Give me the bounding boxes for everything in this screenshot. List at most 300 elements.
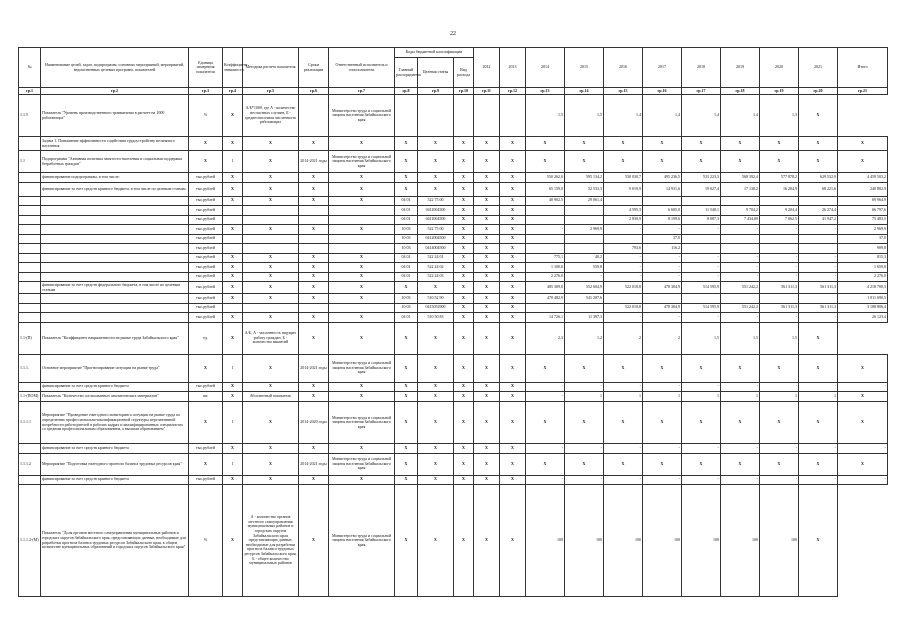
table-cell: X (329, 392, 395, 402)
table-cell: X (243, 272, 299, 282)
row-number-cell (19, 225, 41, 235)
table-cell: X (838, 392, 888, 402)
table-cell: 10 03 (395, 244, 418, 254)
table-cell: 1 (604, 392, 643, 402)
col-coef: Коэффициент значимости (223, 48, 243, 88)
table-cell: - (526, 475, 565, 485)
table-cell: 2 969,9 (565, 225, 604, 235)
table-cell: X (223, 475, 243, 485)
table-cell: 815,3 (838, 253, 888, 263)
col-year: 2013 (500, 48, 526, 88)
table-cell: X (474, 263, 500, 273)
table-cell: X (760, 453, 799, 475)
table-cell: X (474, 402, 500, 444)
table-cell: - (682, 475, 721, 485)
table-cell: 2014-2021 годы (299, 354, 329, 382)
table-cell: тыс.рублей (189, 282, 223, 294)
table-cell: X (454, 444, 474, 454)
table-cell (243, 303, 299, 313)
row-number-cell: 1.1.1.2 (19, 453, 41, 475)
table-cell: тыс.рублей (189, 206, 223, 216)
table-cell: - (760, 444, 799, 454)
table-cell: Министерство труда и социальной защиты населения Забайкальского края (329, 453, 395, 475)
table-cell: X (474, 322, 500, 354)
table-cell: X (418, 485, 454, 597)
table-cell: - (838, 382, 888, 392)
table-cell: X (329, 313, 395, 323)
column-index-cell: гр.16 (643, 88, 682, 95)
table-cell: X (682, 137, 721, 151)
table-cell: 40 902,5 (526, 196, 565, 206)
table-cell: 11 397,3 (565, 313, 604, 323)
table-cell: X (604, 354, 643, 382)
col-year: 2021 (799, 48, 838, 88)
table-cell: X (500, 485, 526, 597)
table-cell: X (526, 402, 565, 444)
table-cell: X (299, 182, 329, 196)
table-cell: 2 969,9 (838, 225, 888, 235)
table-cell: X (474, 196, 500, 206)
table-cell: % (189, 485, 223, 597)
col-period: Сроки реализации (299, 48, 329, 88)
table-cell: - (799, 382, 838, 392)
table-cell (418, 95, 454, 137)
col-year: 2012 (474, 48, 500, 88)
row-name-cell: финансирование за счет средств краевого бюджета, в том числе по целевым статьям (41, 182, 189, 196)
table-cell: 68 221,6 (799, 182, 838, 196)
table-cell: тыс.рублей (189, 173, 223, 183)
table-cell (799, 294, 838, 304)
table-cell (243, 234, 299, 244)
column-index-cell: гр.7 (329, 88, 395, 95)
table-cell: X (243, 354, 299, 382)
table-cell: 9 204,4 (760, 206, 799, 216)
table-cell: - (721, 263, 760, 273)
table-cell: тыс.рублей (189, 182, 223, 196)
table-cell: X (474, 234, 500, 244)
table-cell: X (299, 392, 329, 402)
table-cell: X (395, 444, 418, 454)
table-cell (526, 303, 565, 313)
table-cell: 1 (799, 392, 838, 402)
table-cell: - (760, 253, 799, 263)
table-cell: X (454, 151, 474, 173)
table-cell: X (500, 173, 526, 183)
table-cell: 568 392,4 (721, 173, 760, 183)
row-name-cell (41, 206, 189, 216)
table-cell: X (243, 253, 299, 263)
table-row (19, 475, 888, 485)
table-cell: 1 (565, 392, 604, 402)
table-cell: 9 019,9 (604, 182, 643, 196)
table-cell: X (243, 173, 299, 183)
table-row (19, 322, 888, 354)
table-cell: тыс.рублей (189, 444, 223, 454)
table-cell: 629 532,9 (799, 173, 838, 183)
table-cell: X (474, 282, 500, 294)
row-number-cell: 1.1-(П) (19, 322, 41, 354)
table-cell (760, 294, 799, 304)
table-cell: X (838, 354, 888, 382)
table-cell: - (760, 272, 799, 282)
table-cell: - (682, 382, 721, 392)
table-row (19, 294, 888, 304)
table-cell: - (799, 444, 838, 454)
table-cell: 19 627,4 (682, 182, 721, 196)
table-cell: X (418, 475, 454, 485)
table-cell: 1,5 (721, 322, 760, 354)
row-name-cell: Основное мероприятие "Прогнозирование ситуации на рынке труда" (41, 354, 189, 382)
table-cell: 1 (760, 392, 799, 402)
table-cell: X (243, 402, 299, 444)
table-cell: - (643, 475, 682, 485)
table-cell: 0411004500 (418, 206, 454, 216)
col-year: 2015 (565, 48, 604, 88)
table-cell: X (500, 402, 526, 444)
table-cell: X (418, 444, 454, 454)
table-row (19, 253, 888, 263)
table-cell: X (454, 282, 474, 294)
col-vr: Вид расхода (454, 58, 474, 88)
table-cell: - (526, 382, 565, 392)
table-cell: тыс.рублей (189, 225, 223, 235)
column-index-cell: гр.5 (243, 88, 299, 95)
table-cell: X (474, 303, 500, 313)
row-number-cell: 1.1.1.1 (19, 402, 41, 444)
table-cell: 69 964,9 (838, 196, 888, 206)
table-cell: X (565, 137, 604, 151)
row-name-cell (41, 225, 189, 235)
table-cell: 4 595,3 (604, 206, 643, 216)
table-cell: 561 311,3 (799, 303, 838, 313)
table-cell: X (474, 382, 500, 392)
table-cell: - (565, 475, 604, 485)
table-cell: X (526, 137, 565, 151)
table-cell: X (243, 225, 299, 235)
table-cell: - (643, 225, 682, 235)
table-cell: 11 540,1 (682, 206, 721, 216)
table-row (19, 263, 888, 273)
table-cell: X (760, 137, 799, 151)
table-cell: - (565, 444, 604, 454)
row-number-cell (19, 234, 41, 244)
table-cell: X (329, 475, 395, 485)
row-name-cell: Мероприятие "Проведение ежегодного мониторинга ситуации на рынке труда по определению профессионально-квалификационной структуры перспективной потребности работодателей в рабочих кадрах и квалифицированных специалистах со средним профессиональным образованием, а высшим образованием" (41, 402, 189, 444)
table-cell: X (474, 244, 500, 254)
table-cell: X (474, 272, 500, 282)
table-cell: X (395, 475, 418, 485)
table-cell: - (799, 475, 838, 485)
table-cell: тыс.рублей (189, 244, 223, 254)
table-cell: 0414004500 (418, 244, 454, 254)
table-cell: 29 061,4 (565, 196, 604, 206)
row-number-cell (19, 182, 41, 196)
row-name-cell: Показатель "Уровень производственного травматизма в расчете на 1000 работающих" (41, 95, 189, 137)
table-cell (223, 215, 243, 225)
table-cell: X (721, 453, 760, 475)
table-cell: 100 (604, 485, 643, 597)
table-cell (299, 95, 329, 137)
table-cell: X (329, 225, 395, 235)
table-cell (565, 234, 604, 244)
table-cell: тыс.рублей (189, 475, 223, 485)
col-unit: Единица измерения показателя (189, 48, 223, 88)
table-cell: 2014-2020 годы (299, 402, 329, 444)
table-cell (604, 294, 643, 304)
table-cell: X (454, 475, 474, 485)
row-name-cell: Задача 1. Повышение эффективности содействия трудоустройству незанятого населения (41, 137, 189, 151)
table-cell: 240 882,9 (838, 182, 888, 196)
table-cell: - (604, 272, 643, 282)
table-cell (329, 206, 395, 216)
table-cell (721, 294, 760, 304)
table-cell: X (474, 475, 500, 485)
table-cell (565, 303, 604, 313)
table-cell (682, 234, 721, 244)
table-row (19, 282, 888, 294)
table-cell: - (643, 382, 682, 392)
table-cell: 514 595,9 (682, 303, 721, 313)
table-cell: 1 (223, 453, 243, 475)
table-cell: 04 01 (395, 206, 418, 216)
col-method: Методика расчета показателя (243, 48, 299, 88)
table-cell: 65 159,0 (526, 182, 565, 196)
table-cell: - (721, 272, 760, 282)
table-cell: X (299, 173, 329, 183)
row-number-cell (19, 303, 41, 313)
table-cell: 2,3 (526, 322, 565, 354)
table-cell: 04 01 (395, 272, 418, 282)
table-cell: X (299, 282, 329, 294)
table-cell: X (799, 354, 838, 382)
table-cell: X (243, 282, 299, 294)
col-grbs: Главный распорядитель (395, 58, 418, 88)
table-cell: 1 (223, 151, 243, 173)
table-cell: 116,2 (643, 244, 682, 254)
table-cell: X (299, 137, 329, 151)
table-cell: X (395, 137, 418, 151)
table-cell: 1 (223, 354, 243, 382)
row-name-cell (41, 244, 189, 254)
row-number-cell: 1.1 (19, 151, 41, 173)
table-cell: 522 75 00 (418, 225, 454, 235)
column-index-cell: гр.19 (760, 88, 799, 95)
col-total: Итого (838, 48, 888, 88)
row-name-cell: финансирование за счет средств краевого бюджета (41, 444, 189, 454)
table-cell: - (643, 313, 682, 323)
table-cell (526, 215, 565, 225)
table-cell: 0415052900 (418, 303, 454, 313)
table-cell: - (682, 444, 721, 454)
table-row (19, 225, 888, 235)
column-index-cell: гр.17 (682, 88, 721, 95)
table-cell: X (721, 402, 760, 444)
table-cell: - (643, 253, 682, 263)
table-cell (526, 234, 565, 244)
column-index-cell: гр.21 (838, 88, 888, 95)
table-cell: X (500, 272, 526, 282)
table-row (19, 402, 888, 444)
table-cell: X (395, 354, 418, 382)
col-csr: Целевая статья (418, 58, 454, 88)
table-cell: X (243, 294, 299, 304)
col-year: 2016 (604, 48, 643, 88)
table-cell: 514 595,9 (682, 282, 721, 294)
table-cell: X (474, 173, 500, 183)
table-row (19, 313, 888, 323)
table-cell: X (565, 453, 604, 475)
table-cell: X (474, 225, 500, 235)
table-cell: X (223, 137, 243, 151)
column-index-cell: гр.13 (526, 88, 565, 95)
column-index-cell: гр.8 (395, 88, 418, 95)
table-cell: 1,4 (604, 95, 643, 137)
table-cell: X (454, 182, 474, 196)
table-cell: X (223, 182, 243, 196)
table-cell: X (243, 182, 299, 196)
table-row (19, 206, 888, 216)
table-cell: X (243, 151, 299, 173)
table-cell: А - количество органов местного самоуправления муниципальных районов и городских округов Забайкальского края представляющих данные, необходимые для разработки прогноза баланса трудовых ресурсов Забайкальского края, Б - общее количество муниципальных районов (243, 485, 299, 597)
col-name: Наименование целей, задач, подпрограмм, основных мероприятий, мероприятий, ведомственных целевых программ, показателей (41, 48, 189, 88)
row-name-cell: Показатель "Доля органов местного самоуправления муниципальных районов и городских округов Забайкальского края, представляющих данные, необходимые для разработки прогноза баланса трудовых ресурсов Забайкальского края, в общем количестве муниципальных образований и городских округов Забайкальского края" (41, 485, 189, 597)
table-cell: X (565, 151, 604, 173)
table-cell: X (474, 392, 500, 402)
table-cell: 14 726,1 (526, 313, 565, 323)
table-cell: X (329, 182, 395, 196)
table-cell: % (189, 95, 223, 137)
table-cell: X (454, 225, 474, 235)
table-cell: X (189, 402, 223, 444)
table-cell: 775,1 (526, 253, 565, 263)
table-row (19, 182, 888, 196)
table-cell: X (395, 392, 418, 402)
table-cell: X (329, 173, 395, 183)
table-cell: X (395, 402, 418, 444)
table-cell: 2 (643, 322, 682, 354)
table-cell: X (395, 182, 418, 196)
table-cell: X (500, 444, 526, 454)
table-cell: - (526, 444, 565, 454)
col-num: № (19, 48, 41, 88)
table-cell: тыс.рублей (189, 294, 223, 304)
col-exec: Ответственный исполнитель и соисполнители (329, 48, 395, 88)
row-name-cell (41, 294, 189, 304)
table-cell: X (474, 444, 500, 454)
table-cell: X (189, 354, 223, 382)
row-name-cell (41, 263, 189, 273)
table-cell: 0411004500 (418, 215, 454, 225)
table-cell: X (299, 196, 329, 206)
table-cell (500, 95, 526, 137)
table-cell: X (223, 173, 243, 183)
table-cell: X (223, 322, 243, 354)
table-cell: X (799, 453, 838, 475)
table-cell (565, 215, 604, 225)
table-cell: X (721, 354, 760, 382)
column-index-cell: гр.12 (500, 88, 526, 95)
table-cell: X (243, 444, 299, 454)
table-cell: X (454, 402, 474, 444)
table-row (19, 215, 888, 225)
table-cell: X (329, 444, 395, 454)
table-cell: - (721, 444, 760, 454)
table-cell (223, 303, 243, 313)
table-cell: X (223, 313, 243, 323)
table-row (19, 173, 888, 183)
table-cell: X (500, 392, 526, 402)
table-cell: 909,8 (838, 244, 888, 254)
table-cell: 2014-2021 годы (299, 453, 329, 475)
table-cell: X (760, 354, 799, 382)
table-cell: X (474, 253, 500, 263)
column-index-cell: гр.9 (418, 88, 454, 95)
table-cell: - (721, 225, 760, 235)
table-cell: X (329, 272, 395, 282)
table-cell (643, 294, 682, 304)
table-cell: 2014-2021 годы (299, 151, 329, 173)
table-cell: 100 (565, 485, 604, 597)
table-cell: Министерство труда и социальной защиты населения Забайкальского края (329, 95, 395, 137)
table-cell: 541 207,6 (565, 294, 604, 304)
table-cell: - (760, 263, 799, 273)
table-row (19, 272, 888, 282)
table-cell: 100 (721, 485, 760, 597)
table-cell: X (799, 151, 838, 173)
table-cell: X (500, 303, 526, 313)
table-cell: тыс.рублей (189, 272, 223, 282)
table-cell: 478 304,9 (643, 282, 682, 294)
row-number-cell (19, 137, 41, 151)
table-cell: X (500, 206, 526, 216)
table-cell: X (474, 485, 500, 597)
table-cell: X (243, 137, 299, 151)
table-cell: - (799, 263, 838, 273)
table-cell: X (565, 402, 604, 444)
table-cell: X (223, 196, 243, 206)
table-cell (682, 244, 721, 254)
table-cell: X (329, 382, 395, 392)
table-cell: X (243, 313, 299, 323)
table-cell: Министерство труда и социальной защиты населения Забайкальского края (329, 354, 395, 382)
table-cell: X (721, 151, 760, 173)
row-name-cell (41, 272, 189, 282)
table-cell (682, 196, 721, 206)
table-cell: 04 01 (395, 313, 418, 323)
table-cell: - (721, 382, 760, 392)
table-cell: X (454, 234, 474, 244)
table-row (19, 95, 888, 137)
table-cell: 1,4 (721, 95, 760, 137)
table-cell: X (454, 215, 474, 225)
table-cell (299, 215, 329, 225)
table-cell: X (418, 322, 454, 354)
table-cell: X (189, 137, 223, 151)
table-cell: X (454, 392, 474, 402)
table-cell (682, 294, 721, 304)
table-cell: X (500, 137, 526, 151)
table-cell: А/Б*1000, где А - количество несчастных случаев, Б - среднесписочная численность работающих (243, 95, 299, 137)
table-cell: X (799, 95, 838, 137)
table-cell: X (643, 137, 682, 151)
row-number-cell: 1.1.5 (19, 95, 41, 137)
table-cell: X (189, 151, 223, 173)
table-cell (223, 234, 243, 244)
table-cell: 04 01 (395, 196, 418, 206)
table-cell: 2 (604, 322, 643, 354)
table-cell: 1 (643, 392, 682, 402)
table-cell: 7 062,5 (760, 215, 799, 225)
